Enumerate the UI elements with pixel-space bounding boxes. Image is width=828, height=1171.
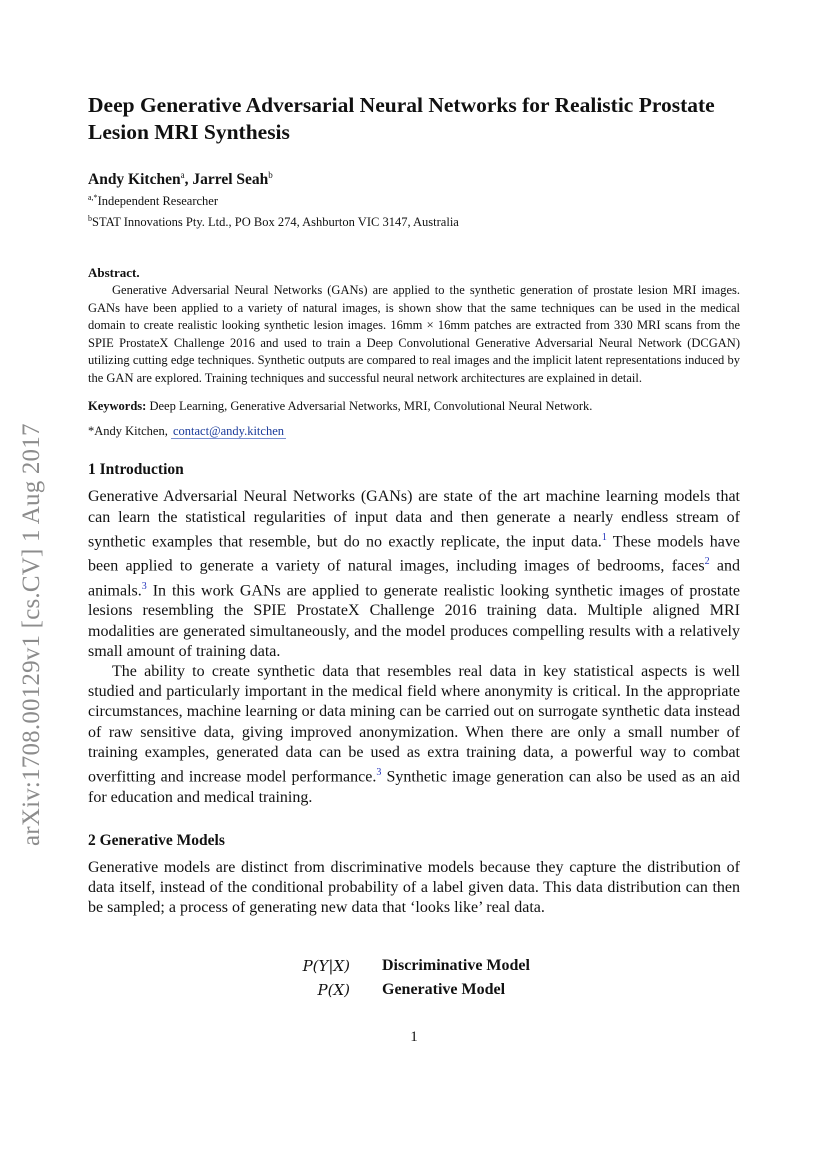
page-number: 1 <box>410 1029 418 1045</box>
corresponding-author <box>88 424 740 439</box>
corresponding-label: *Andy Kitchen, <box>88 424 168 439</box>
affiliation <box>88 189 740 210</box>
affiliation-mark: a,* <box>88 193 98 203</box>
equation-label: Generative Model <box>382 981 506 999</box>
author-name: Jarrel Seah <box>192 171 269 189</box>
generative-models-paragraph: Generative models are distinct from discriminative models because they capture the distribution of data itself, instead of the conditional probability of a label given data. This data distribution can then be sampled; a process of generating new data that ‘looks like’ real data. <box>88 858 740 917</box>
abstract-heading: Abstract. <box>88 265 140 281</box>
citation-link[interactable]: 3 <box>376 767 382 779</box>
keywords <box>88 399 740 414</box>
equation-block <box>88 954 740 1002</box>
author-separator: , <box>184 171 193 189</box>
equation-row <box>88 978 740 1002</box>
text-run: Generative Adversarial Neural Networks (GANs) are state of the art machine learning models that can learn the statistical regularities of input data and then generate a nearly endless stream of synthetic examples that resemble, but do no exactly replicate, the input data. <box>88 488 740 551</box>
affiliation-text: Independent Researcher <box>97 194 218 209</box>
author-line <box>88 170 740 189</box>
keywords-text: Deep Learning, Generative Adversarial Networks, MRI, Convolutional Neural Network. <box>149 399 593 414</box>
section-heading: 2 Generative Models <box>88 831 225 849</box>
citation-link[interactable]: 3 <box>141 580 147 592</box>
abstract-text: Generative Adversarial Neural Networks (GANs) are applied to the synthetic generation of prostate lesion MRI images. GANs have been applied to a variety of natural images, is shown show that the same techniques can be used in the medical domain to create realistic looking synthetic lesion images. 16mm × 16mm patches are extracted from 330 MRI scans from the SPIE ProstateX Challenge 2016 and used to train a Deep Convolutional Generative Adversarial Neural Network (DCGAN) utilizing cutting edge techniques. Synthetic outputs are compared to real images and the implicit latent representations induced by the GAN are explored. Training techniques and successful neural network architectures are explained in detail. <box>88 283 740 385</box>
equation-math: P(X) <box>317 981 350 1000</box>
affiliation <box>88 210 740 231</box>
affiliation-text: STAT Innovations Pty. Ltd., PO Box 274, Ashburton VIC 3147, Australia <box>92 215 459 230</box>
affiliation-mark: b <box>88 214 92 224</box>
paper-page <box>88 92 740 1002</box>
text-run: In this work GANs are applied to generate realistic looking synthetic images of prostate lesions resembling the SPIE ProstateX Challenge 2016 training data. Multiple aligned MRI modalities are generated simultaneously, and the model produces compelling results with a relatively small amount of training data. <box>88 582 740 660</box>
paper-title: Deep Generative Adversarial Neural Networks for Realistic Prostate Lesion MRI Synthesis <box>88 93 715 144</box>
keywords-label: Keywords: <box>88 399 147 414</box>
arxiv-identifier: arXiv:1708.00129v1 [cs.CV] 1 Aug 2017 <box>18 423 45 846</box>
author-name: Andy Kitchen <box>88 171 181 189</box>
text-run: Synthetic image generation can also be used as an aid for education and medical training. <box>88 768 741 806</box>
equation-label: Discriminative Model <box>382 957 530 975</box>
author-affil-mark: b <box>268 170 273 180</box>
intro-paragraph-1 <box>88 487 740 662</box>
email-link[interactable]: contact@andy.kitchen <box>172 424 284 439</box>
citation-link[interactable]: 2 <box>704 556 710 568</box>
section-heading: 1 Introduction <box>88 461 184 479</box>
text-run: These models have been applied to generate a variety of natural images, including images of bedrooms, faces <box>88 533 740 575</box>
author-affil-mark: a <box>180 170 185 180</box>
text-run: and animals. <box>88 557 741 600</box>
text-run: The ability to create synthetic data that resembles real data in key statistical aspects is well studied and particularly important in the medical field where anonymity is critical. In the appropriate circumstances, machine learning or data mining can be carried out on surrogate synthetic data instead of raw sensitive data, giving improved anonymization. When there are only a small number of training examples, generated data can be used as extra training data, a powerful way to combat overfitting and increase model performance. <box>88 663 740 786</box>
equation-math: P(Y|X) <box>302 957 350 976</box>
equation-row <box>88 954 740 978</box>
intro-paragraph-2 <box>88 662 740 808</box>
citation-link[interactable]: 1 <box>601 531 607 543</box>
